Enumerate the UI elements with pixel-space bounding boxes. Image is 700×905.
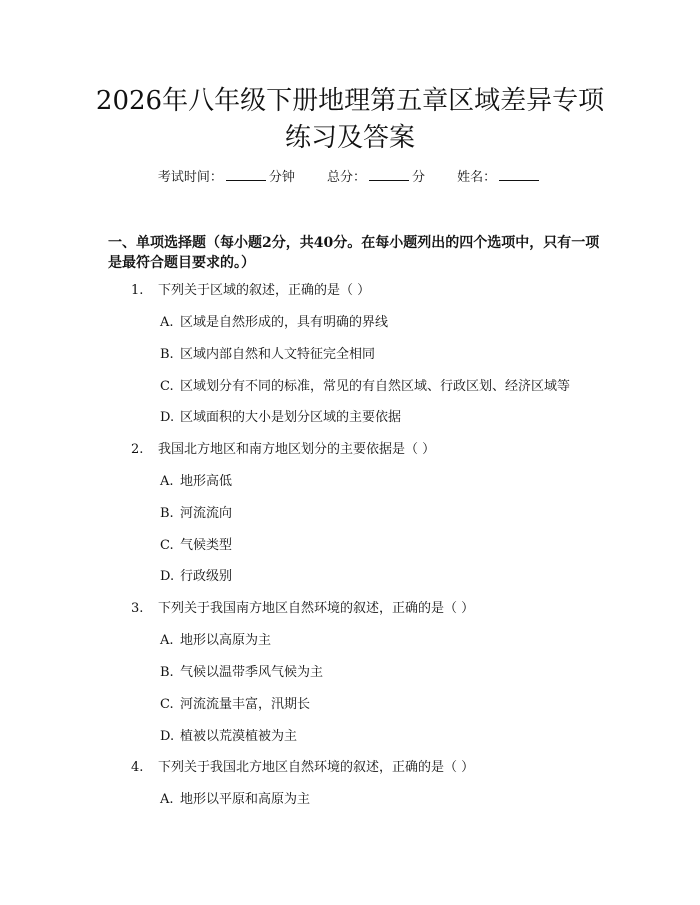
question-text: 下列关于我国南方地区自然环境的叙述，正确的是（ ） [158,601,475,616]
option-letter: C. [160,379,174,394]
option-text: 植被以荒漠植被为主 [180,729,298,744]
question-2-option-b [160,504,232,524]
question-3-option-d [160,727,297,747]
option-text: 区域划分有不同的标准，常见的有自然区域、行政区划、经济区域等 [180,379,571,394]
option-text: 行政级别 [180,569,233,584]
question-text: 下列关于区域的叙述，正确的是（ ） [158,283,371,298]
question-1-option-a [160,313,388,333]
question-1 [131,281,370,301]
exam-name-label: 姓名： [457,170,497,185]
section-heading-line1: 一、单项选择题（每小题2分，共40分。在每小题列出的四个选项中，只有一项 [108,235,600,251]
option-text: 气候以温带季风气候为主 [180,665,324,680]
question-3 [131,599,474,619]
option-letter: D. [160,729,175,744]
option-letter: B. [160,506,174,521]
exam-time-label: 考试时间： [157,170,223,185]
option-text: 地形高低 [180,474,233,489]
question-text: 我国北方地区和南方地区划分的主要依据是（ ） [158,442,436,457]
option-text: 区域面积的大小是划分区域的主要依据 [180,410,402,425]
question-1-option-c [160,377,570,397]
exam-score-label: 总分： [326,170,366,185]
option-letter: A. [160,633,174,648]
option-letter: B. [160,347,174,362]
exam-time [158,170,295,185]
question-number: 4. [131,760,144,775]
question-4-option-a [160,790,310,810]
option-letter: B. [160,665,174,680]
question-3-option-b [160,663,323,683]
question-2-option-c [160,536,232,556]
question-4 [131,758,474,778]
question-3-option-a [160,631,271,651]
exam-score [327,170,425,185]
question-1-option-b [160,345,375,365]
question-2-option-a [160,472,232,492]
option-letter: A. [160,474,174,489]
option-text: 区域是自然形成的，具有明确的界线 [180,315,389,330]
option-text: 地形以高原为主 [180,633,272,648]
option-letter: C. [160,538,174,553]
option-text: 气候类型 [180,538,233,553]
exam-name [457,170,542,185]
question-text: 下列关于我国北方地区自然环境的叙述，正确的是（ ） [158,760,475,775]
section-heading-line2: 是最符合题目要求的。） [108,255,255,271]
option-letter: D. [160,569,175,584]
option-letter: C. [160,697,174,712]
document-title-line1: 2026年八年级下册地理第五章区域差异专项 [95,86,605,116]
option-text: 地形以平原和高原为主 [180,792,311,807]
question-1-option-d [160,408,401,428]
exam-meta [0,168,700,188]
option-text: 区域内部自然和人文特征完全相同 [180,347,376,362]
exam-name-blank [499,168,539,181]
option-letter: A. [160,315,174,330]
exam-score-unit: 分 [412,170,426,185]
option-text: 河流流量丰富，汛期长 [180,697,311,712]
question-number: 2. [131,442,144,457]
exam-time-blank [226,168,266,181]
exam-score-blank [369,168,409,181]
question-3-option-c [160,695,310,715]
question-number: 3. [131,601,144,616]
option-letter: D. [160,410,175,425]
option-letter: A. [160,792,174,807]
exam-time-unit: 分钟 [268,170,295,185]
question-2 [131,440,435,460]
document-title-line2: 练习及答案 [284,123,415,153]
question-number: 1. [131,283,144,298]
option-text: 河流流向 [180,506,233,521]
question-2-option-d [160,567,232,587]
